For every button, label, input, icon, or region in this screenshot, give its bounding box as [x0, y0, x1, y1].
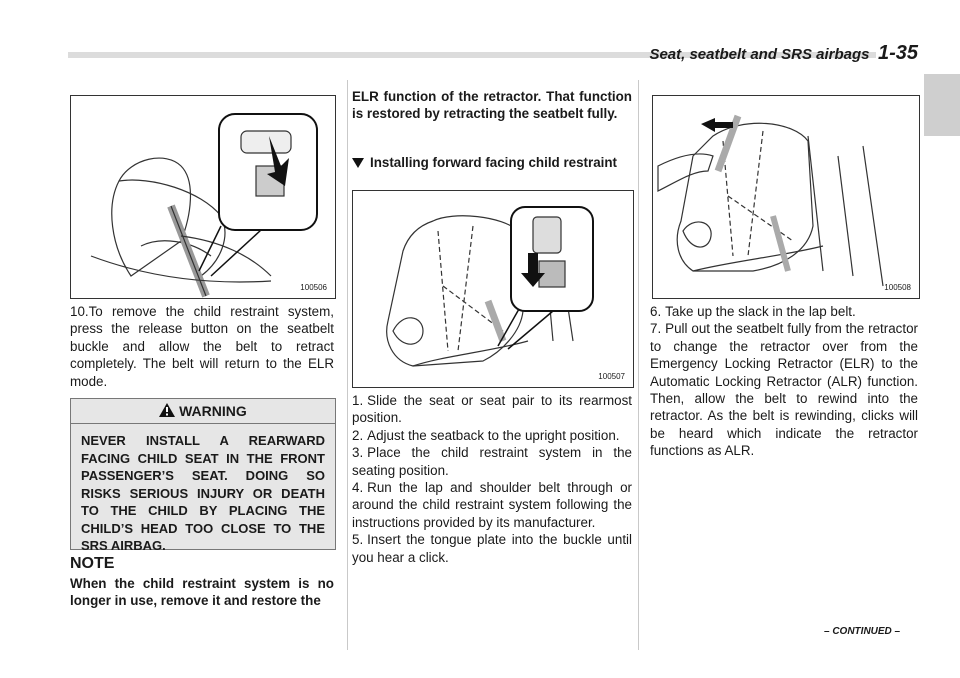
- step-item: 4. Run the lap and shoulder belt through or around the child restraint system following the instructions provided by its manufacturer.: [352, 480, 632, 530]
- step-item: 6. Take up the slack in the lap belt.: [650, 304, 856, 319]
- bullet-triangle-icon: [352, 157, 364, 169]
- warning-box: [70, 398, 336, 553]
- rearward-seat-illustration: [71, 96, 335, 298]
- steps-list-6-7: [650, 303, 918, 460]
- warning-text: NEVER INSTALL A REARWARD FACING CHILD SEAT IN THE FRONT PASSENGER’S SEAT. DOING SO RISKS SERIOUS INJURY OR DEATH TO THE CHILD BY PLACING THE CHILD’S HEAD TOO CLOSE TO THE SRS AIRBAG.: [81, 433, 325, 553]
- step-item: 7. Pull out the seatbelt fully from the retractor to change the retractor over from the Emergency Locking Retractor (ELR) to the Automatic Locking Retractor (ALR) function. Then, allow the belt to rewind into the retractor. As the belt is rewinding, clicks will be heard which indicate the retractor functions as ALR.: [650, 321, 918, 459]
- figure-code: 100506: [300, 283, 327, 292]
- continued-footer: – CONTINUED –: [824, 626, 901, 637]
- column-divider-right: [638, 80, 639, 650]
- warning-title: WARNING: [179, 403, 247, 419]
- steps-list-1-5: [352, 392, 632, 566]
- step-item: 3. Place the child restraint system in the seating position.: [352, 445, 632, 478]
- page-header: [649, 42, 918, 65]
- step-item: 1. Slide the seat or seat pair to its rearmost position.: [352, 393, 632, 426]
- warning-header: [71, 399, 335, 424]
- step-item: 5. Insert the tongue plate into the buckle until you hear a click.: [352, 532, 632, 565]
- pull-seatbelt-illustration: [653, 96, 919, 298]
- page-number: 1-35: [877, 42, 918, 64]
- subheading-forward-facing: [352, 154, 632, 171]
- figure-rearward-child-seat: [70, 95, 336, 299]
- step-item: 2. Adjust the seatback to the upright position.: [352, 427, 620, 443]
- figure-pull-seatbelt: [652, 95, 920, 299]
- figure-forward-child-seat: [352, 190, 634, 388]
- column-divider-left: [347, 80, 348, 650]
- figure-code: 100508: [884, 283, 911, 292]
- warning-triangle-icon: [159, 403, 175, 417]
- figure-code: 100507: [598, 372, 625, 381]
- forward-seat-illustration: [353, 191, 633, 387]
- note-title: NOTE: [70, 555, 115, 572]
- section-title: Seat, seatbelt and SRS airbags: [649, 46, 870, 63]
- note-text-continued: ELR function of the retractor. That function is restored by retracting the seatbelt fully.: [352, 89, 632, 122]
- subheading-text: Installing forward facing child restraint: [370, 155, 618, 170]
- note-text-start: When the child restraint system is no longer in use, remove it and restore the: [70, 576, 334, 609]
- step-10-text: 10.To remove the child restraint system, press the release button on the seatbelt buckle and allow the belt to retract completely. The belt will return to the ELR mode.: [70, 304, 334, 389]
- chapter-tab: [924, 74, 960, 136]
